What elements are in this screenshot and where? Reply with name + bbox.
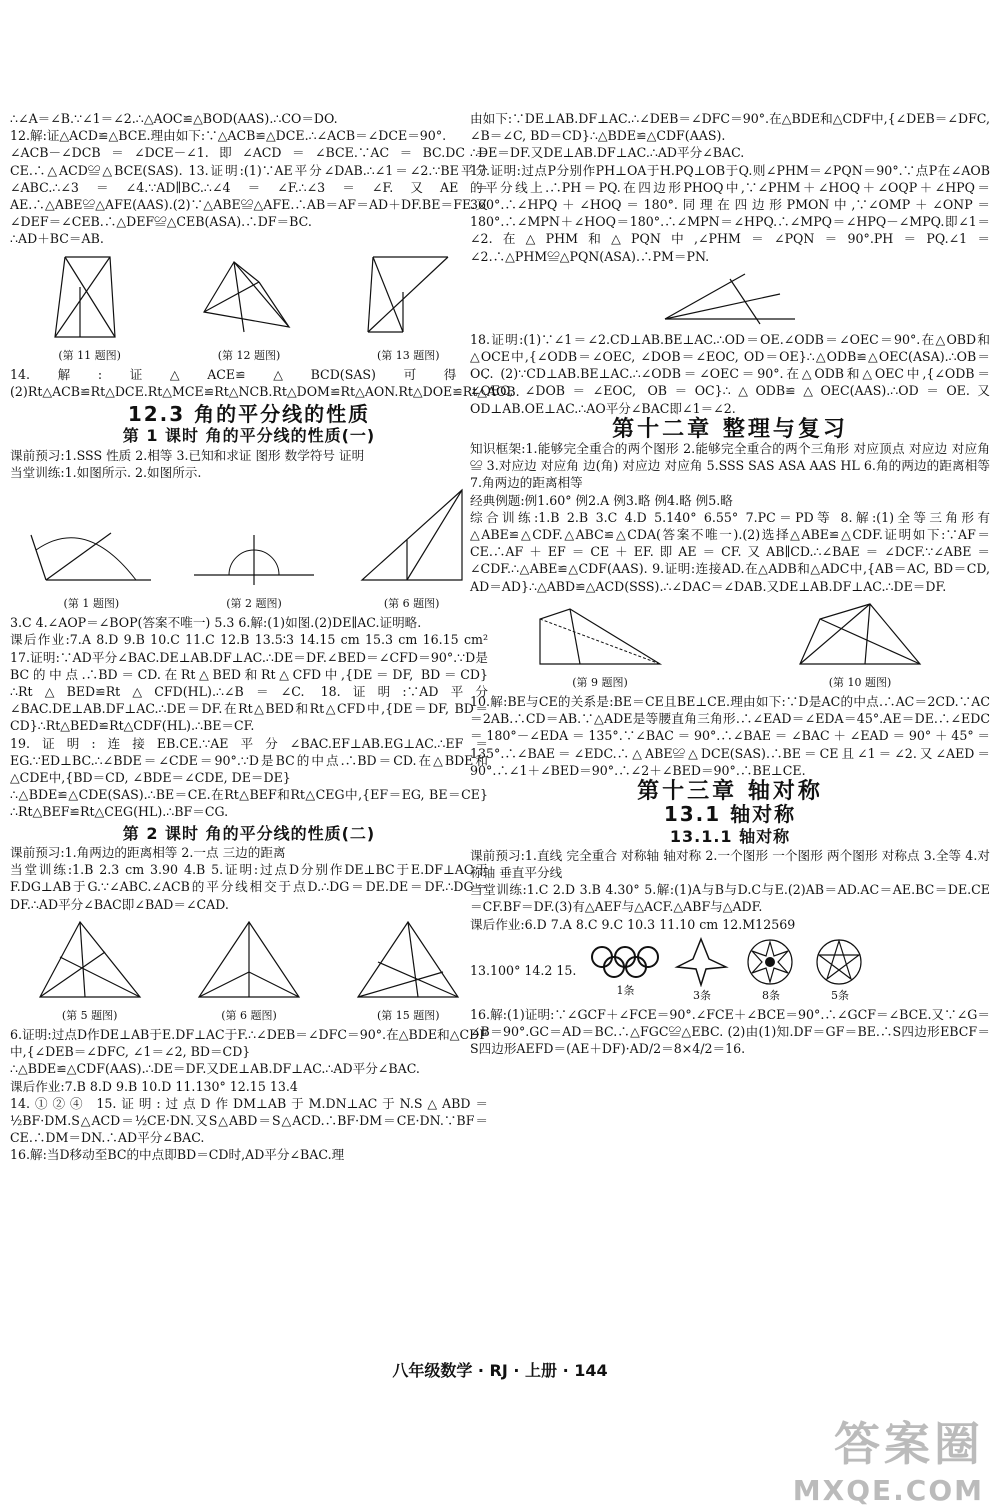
figure-caption: (第 12 题图)	[217, 348, 281, 362]
figure-2	[189, 525, 319, 612]
kite-icon	[674, 937, 729, 987]
flower-icon	[743, 937, 798, 987]
figure-13	[353, 252, 463, 364]
figure-caption: (第 6 题图)	[221, 1008, 277, 1022]
lesson-title: 第 2 课时 角的平分线的性质(二)	[122, 823, 376, 843]
figure-row-15	[470, 937, 990, 1004]
text-line: ∠ACB－∠DCB＝∠DCE－∠1.即∠ACD＝∠BCE.∵AC＝BC.DC＝CE.∴△ACD≌△BCE(SAS). 13.证明:(1)∵AE平分∠DAB.∴∠1＝∠2.∵BE平分∠ABC.∴∠3＝∠4.∵AD∥BC.∴∠4＝∠F.∴∠3＝∠F.又AE＝AE.∴△ABE≌△AFE(AAS).(2)∵△ABE≌△AFE.∴AB＝AF＝AD＋DF.BE＝FE.又∠DEF＝∠CEB.∴△DEF≌△CEB(ASA).∴DF＝BC.	[10, 145, 488, 230]
text-line: 12.解:证△ACD≌△BCE.理由如下:∵△ACB≌△DCE.∴∠ACB＝∠DCE＝90°.	[10, 128, 447, 144]
figure-6	[352, 485, 472, 612]
figure-caption: (第 5 题图)	[61, 1008, 118, 1022]
geometry-diagram	[30, 917, 150, 1007]
section-title: 12.3 角的平分线的性质	[127, 402, 371, 427]
figure-10	[790, 599, 930, 691]
geometry-diagram	[26, 525, 156, 595]
text-line: 3.C 4.∠AOP＝∠BOP(答案不唯一) 5.3 6.解:(1)如图.(2)DE∥AC.证明略.	[10, 615, 422, 631]
text-line: 13.100° 14.2 15.	[470, 962, 577, 978]
geometry-diagram	[348, 917, 468, 1007]
figure-6b	[189, 917, 309, 1024]
left-column	[10, 110, 520, 1164]
text-line: ∴DE＝DF.又DE⊥AB.DF⊥AC.∴AD平分∠BAC.	[470, 145, 745, 161]
text-line: 16.解:当D移动至BC的中点即BD＝CD时,AD平分∠BAC.理	[10, 1147, 345, 1163]
geometry-diagram	[189, 917, 309, 1007]
text-line: 18.证明:(1)∵∠1＝∠2.CD⊥AB.BE⊥AC.∴OD＝OE.∠ODB＝∠OEC＝90°.在△OBD和△OCE中,{∠ODB＝∠OEC, ∠DOB＝∠EOC, OD＝OE}∴△ODB≌△OEC(ASA).∴OB＝OC. (2)∵CD⊥AB.BE⊥AC.∴∠ODB＝∠OEC＝90°.在△ODB和△OEC中,{∠ODB＝∠OEC, ∠DOB＝∠EOC, OB＝OC}∴△ODB≌△OEC(AAS).∴OD＝OE.又OD⊥AB.OE⊥AC.∴AO平分∠BAC即∠1＝∠2.	[470, 331, 990, 416]
geometry-diagram	[530, 599, 670, 674]
text-line: 课前预习:1.SSS 性质 2.相等 3.已知和求证 图形 数学符号 证明	[10, 447, 365, 463]
text-line: 课后作业:7.B 8.D 9.B 10.D 11.130° 12.15 13.4	[10, 1078, 298, 1094]
text-line: 当堂训练:1.B 2.3 cm 3.90 4.B 5.证明:过点D分别作DE⊥BC于E.DF⊥AC于F.DG⊥AB于G.∵∠ABC.∠ACB的平分线相交于点D.∴DG＝DE.DE＝DF.∴DG＝DF.∴AD平分∠BAC即∠BAD＝∠CAD.	[10, 862, 488, 912]
geometry-diagram	[189, 525, 319, 595]
text-line: 课后作业:6.D 7.A 8.C 9.C 10.3 11.10 cm 12.M12569	[470, 916, 796, 932]
figure-12	[194, 252, 304, 364]
geometry-diagram	[35, 252, 145, 347]
figure-17	[660, 269, 800, 329]
figure-15	[348, 917, 468, 1024]
text-line: 6.证明:过点D作DE⊥AB于E.DF⊥AC于F.∴∠DEB＝∠DFC＝90°.在△BDE和△CDF中,{∠DEB＝∠DFC, ∠1＝∠2, BD＝CD}	[10, 1026, 488, 1060]
geometry-diagram	[352, 485, 472, 595]
figure-1	[26, 525, 156, 612]
figure-row-17	[470, 269, 990, 329]
lesson-title: 13.1.1 轴对称	[669, 826, 791, 846]
figure-row-11-13	[10, 252, 488, 364]
axis-count-label: 5条	[830, 988, 849, 1002]
section-title: 13.1 轴对称	[663, 802, 797, 827]
text-line: 课后作业:7.A 8.D 9.B 10.C 11.C 12.B 13.5∶3 14.15 cm 15.3 cm 16.15 cm² 17.证明:∵AD平分∠BAC.DE⊥AB.DF⊥AC.∴DE＝DF.∠BED＝∠CFD＝90°.∵D是BC的中点.∴BD＝CD.在Rt△BED和Rt△CFD中,{DE＝DF, BD＝CD}∴Rt△BED≌Rt△CFD(HL).∴∠B＝∠C. 18.证明:∵AD平分∠BAC.DE⊥AB.DF⊥AC.∴DE＝DF.在Rt△BED和Rt△CFD中,{DE＝DF, BD＝CD}∴Rt△BED≌Rt△CDF(HL).∴BE＝CF.	[10, 632, 488, 734]
figure-caption: (第 13 题图)	[377, 348, 440, 362]
text-line: 14.①②④ 15.证明:过点D作DM⊥AB于M.DN⊥AC于N.S△ABD＝½BF·DM.S△ACD＝½CE·DN.又S△ABD＝S△ACD.∴BF·DM＝CE·DN.∵BF＝CE.∴DM＝DN.∴AD平分∠BAC.	[10, 1095, 488, 1146]
figure-9	[530, 599, 670, 691]
text-line: 综合训练:1.B 2.B 3.C 4.D 5.140° 6.55° 7.PC＝PD等 8.解:(1)全等三角形有△ABE≌△CDF.△ABC≌△CDA(答案不唯一).(2)选择△ABE≌△CDF.证明如下:∵AF＝CE.∴AF＋EF＝CE＋EF.即AE＝CF.又AB∥CD.∴∠BAE＝∠DCF.∵∠ABE＝∠CDF.∴△ABE≌△CDF(AAS). 9.证明:连接AD.在△ADB和△ADC中,{AB＝AC, BD＝CD, AD＝AD}∴△ABD≌△ACD(SSS).∴∠DAC＝∠DAB.又DE⊥AB.DF⊥AC.∴DE＝DF.	[470, 509, 990, 594]
figure-row-9-10	[470, 599, 990, 691]
lesson-title: 第 1 课时 角的平分线的性质(一)	[122, 426, 376, 446]
text-line: ∴△BDE≌△CDE(SAS).∴BE＝CE.在Rt△BEF和Rt△CEG中,{EF＝EG, BE＝CE}∴Rt△BEF≌Rt△CEG(HL).∴BF＝CG.	[10, 787, 488, 820]
figure-5	[30, 917, 150, 1024]
text-line: 19.证明:连接EB.CE.∵AE平分∠BAC.EF⊥AB.EG⊥AC.∴EF＝EG.∵ED⊥BC.∴∠BDE＝∠CDE＝90°.∵D是BC的中点.∴BD＝CD.在△BDE和△CDE中,{BD＝CD, ∠BDE＝∠CDE, DE＝DE}	[10, 735, 488, 786]
axis-count-label: 3条	[692, 988, 711, 1002]
text-line: 由如下:∵DE⊥AB.DF⊥AC.∴∠DEB＝∠DFC＝90°.在△BDE和△CDF中,{∠DEB＝∠DFC, ∠B＝∠C, BD＝CD}∴△BDE≌△CDF(AAS).	[470, 111, 990, 144]
text-line: 16.解:(1)证明:∵∠GCF＋∠FCE＝90°.∠FCE＋∠BCE＝90°.∴∠GCF＝∠BCE.又∵∠G＝∠B＝90°.GC＝AD＝BC.∴△FGC≌△EBC. (2)由(1)知.DF＝GF＝BE.∴S四边形EBCF＝S四边形AEFD＝(AE＋DF)·AD/2＝8×4/2＝16.	[470, 1006, 990, 1057]
pentagram-icon	[812, 937, 867, 987]
text-line: 课前预习:1.角两边的距离相等 2.一点 三边的距离	[10, 844, 286, 860]
text-line: 当堂训练:1.如图所示. 2.如图所示.	[10, 464, 202, 480]
watermark-url: MXQE.COM	[792, 1474, 984, 1507]
figure-row-5-15	[10, 917, 488, 1024]
axis-count-label: 1条	[616, 983, 635, 997]
text-line: 经典例题:例1.60° 例2.A 例3.略 例4.略 例5.略	[470, 492, 733, 508]
pentagram-figure	[812, 937, 867, 1004]
figure-caption: (第 1 题图)	[63, 597, 120, 611]
watermark-logo	[793, 1408, 984, 1507]
figure-caption: (第 6 题图)	[383, 597, 440, 611]
figure-caption: (第 11 题图)	[58, 348, 121, 362]
olympic-rings-figure	[590, 942, 660, 999]
figure-caption: (第 10 题图)	[828, 675, 892, 689]
figure-row-1-6	[10, 485, 488, 612]
right-column	[470, 110, 990, 1058]
watermark-text: 答案圈	[834, 1417, 984, 1471]
flower-figure	[743, 937, 798, 1004]
text-line: 知识框架:1.能够完全重合的两个图形 2.能够完全重合的两个三角形 对应顶点 对应边 对应角 ≌ 3.对应边 对应角 边(角) 对应边 对应角 5.SSS SAS ASA AAS HL 6.角的两边的距离相等 7.角两边的距离相等	[470, 441, 990, 491]
geometry-diagram	[790, 599, 930, 674]
text-line: 14.解:证△ACE≌△BCD(SAS)可得.(2)Rt△ACB≌Rt△DCE.Rt△MCE≌Rt△NCB.Rt△DOM≌Rt△AON.Rt△DOE≌Rt△AOB.	[10, 366, 520, 400]
figure-caption: (第 15 题图)	[377, 1008, 440, 1022]
text-line: ∴AD＋BC＝AB.	[10, 231, 104, 247]
rings-icon	[590, 942, 660, 982]
geometry-diagram	[660, 269, 800, 329]
text-line: 当堂训练:1.C 2.D 3.B 4.30° 5.解:(1)A与B与D.C与E.(2)AB＝AD.AC＝AE.BC＝DE.CE＝CF.BF＝DF.(3)有△AEF与△ACF.△ABF与△ADF.	[470, 882, 990, 915]
text-line: 17.证明:过点P分别作PH⊥OA于H.PQ⊥OB于Q.则∠PHM＝∠PQN＝90°.∵点P在∠AOB的平分线上.∴PH＝PQ.在四边形PHOQ中,∵∠PHM＋∠HOQ＋∠OQP＋∠HPQ＝360°.∴∠HPQ＋∠HOQ＝180°.同理在四边形PMON中,∵∠OMP＋∠ONP＝180°.∴∠MPN＋∠HOQ＝180°.∴∠MPN＝∠HPQ.∴∠MPQ＝∠HPQ－∠MPQ.即∠1＝∠2.在△PHM和△PQN中,∠PHM＝∠PQN＝90°.PH＝PQ.∠1＝∠2.∴△PHM≌△PQN(ASA).∴PM＝PN.	[470, 162, 990, 264]
text-line: ∴△BDE≌△CDF(AAS).∴DE＝DF.又DE⊥AB.DF⊥AC.∴AD平分∠BAC.	[10, 1061, 420, 1077]
text-line: 10.解:BE与CE的关系是:BE＝CE且BE⊥CE.理由如下:∵D是AC的中点.∴AC＝2CD.∵AC＝2AB.∴CD＝AB.∵△ADE是等腰直角三角形.∴∠EAD＝∠EDA＝45°.AE＝DE.∴∠EDC＝180°－∠EDA＝135°.∵∠BAC＝90°.∴∠BAE＝∠BAC＋∠EAD＝90°＋45°＝135°.∴∠BAE＝∠EDC.∴△ABE≌△DCE(SAS).∴BE＝CE且∠1＝∠2.又∠AED＝90°.∴∠1＋∠BED＝90°.∴∠2＋∠BED＝90°.∴BE⊥CE.	[470, 694, 990, 778]
chapter-title: 第十二章 整理与复习	[612, 416, 848, 442]
figure-caption: (第 2 题图)	[226, 597, 282, 611]
text-line: ∴∠A＝∠B.∵∠1＝∠2.∴△AOC≌△BOD(AAS).∴CO＝DO.	[10, 111, 338, 126]
geometry-diagram	[194, 252, 304, 347]
text-line: 课前预习:1.直线 完全重合 对称轴 轴对称 2.一个图形 一个图形 两个图形 对称点 3.全等 4.对称轴 垂直平分线	[470, 847, 990, 880]
figure-caption: (第 9 题图)	[572, 675, 628, 689]
figure-11	[35, 252, 145, 364]
geometry-diagram	[353, 252, 463, 347]
chapter-title: 第十三章 轴对称	[637, 779, 823, 805]
axis-count-label: 8条	[761, 988, 780, 1002]
tri-kite-figure	[674, 937, 729, 1004]
page-footer: 八年级数学 · RJ · 上册 · 144	[392, 1361, 608, 1380]
